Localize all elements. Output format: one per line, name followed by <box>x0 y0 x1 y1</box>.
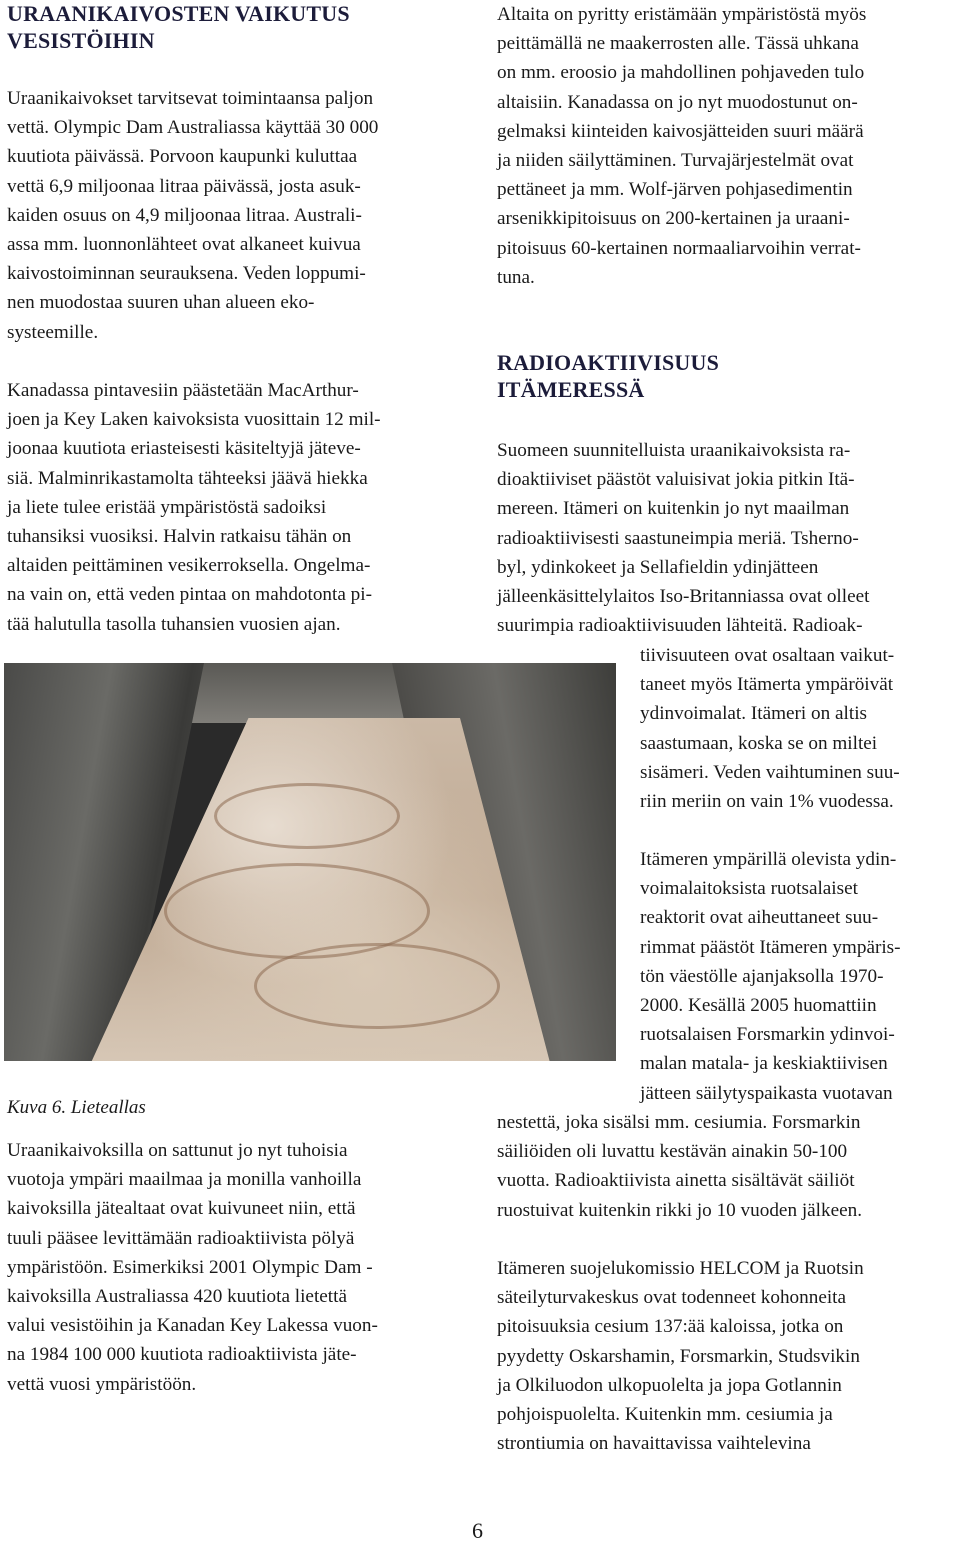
figure-caption: Kuva 6. Lieteallas <box>7 1097 146 1118</box>
text-line: säteilyturvakeskus ovat todenneet kohonneita <box>497 1287 847 1309</box>
text-line: sisämeri. Veden vaihtuminen suu- <box>640 761 900 783</box>
paragraph-baltic-sources-continued <box>640 641 957 816</box>
text-line: systeemille. <box>7 321 99 343</box>
paragraph-covering-basins <box>497 0 957 292</box>
text-line: gelmaksi kiinteiden kaivosjätteiden suuri määrä <box>497 120 864 142</box>
text-line: pohjoispuolelta. Kuitenkin mm. cesiumia ja <box>497 1404 833 1426</box>
text-line: jätteen säilytyspaikasta vuotavan <box>640 1082 893 1104</box>
paragraph-leaks <box>7 1136 469 1399</box>
text-line: ruostuivat kuitenkin rikki jo 10 vuoden jälkeen. <box>497 1199 863 1221</box>
paragraph-swedish-reactors <box>640 845 957 1108</box>
text-line: nestettä, joka sisälsi mm. cesiumia. Forsmarkin <box>497 1112 861 1133</box>
text-line: riin meriin on vain 1% vuodessa. <box>640 791 894 813</box>
text-line: ja liete tulee eristää ympäristöstä sadoiksi <box>7 496 327 518</box>
heading-line: ITÄMERESSÄ <box>497 377 645 402</box>
text-line: tää halutulla tasolla tuhansien vuosien ajan. <box>7 613 341 635</box>
text-line: säiliöiden oli luvattu kestävän ainakin 50-100 <box>497 1141 848 1163</box>
paragraph-helcom-findings <box>497 1254 957 1458</box>
text-line: Uraanikaivoksilla on sattunut jo nyt tuhoisia <box>7 1140 348 1161</box>
text-line: assa mm. luonnonlähteet ovat alkaneet kuivua <box>7 234 361 256</box>
text-line: tuhansiksi vuosiksi. Halvin ratkaisu tähän on <box>7 526 352 548</box>
text-line: vuotoja ympäri maailmaa ja monilla vanhoilla <box>7 1169 362 1191</box>
page-number: 6 <box>472 1518 483 1543</box>
text-line: ydinvoimalat. Itämeri on altis <box>640 703 867 725</box>
text-line: mereen. Itämeri on kuitenkin jo nyt maailman <box>497 498 850 520</box>
text-line: on mm. eroosio ja mahdollinen pohjaveden tulo <box>497 62 865 84</box>
text-line: voimalaitoksista ruotsalaiset <box>640 878 858 900</box>
text-line: Itämeren suojelukomissio HELCOM ja Ruotsin <box>497 1258 864 1279</box>
text-line: vettä 6,9 miljoonaa litraa päivässä, josta asuk- <box>7 175 361 197</box>
text-line: kaivoksilla jätealtaat ovat kuivuneet niin, että <box>7 1198 356 1220</box>
text-line: kaiden osuus on 4,9 miljoonaa litraa. Australi- <box>7 204 362 226</box>
text-line: ympäristöön. Esimerkiksi 2001 Olympic Dam - <box>7 1256 373 1278</box>
text-line: jälleenkäsittelylaitos Iso-Britanniassa ovat olleet <box>497 586 870 608</box>
text-line: reaktorit ovat aiheuttaneet suu- <box>640 907 879 929</box>
text-line: ja Olkiluodon ulkopuolelta ja jopa Gotlannin <box>497 1374 842 1396</box>
text-line: dioaktiiviset päästöt valuisivat jokia pitkin Itä- <box>497 469 855 491</box>
text-line: vettä. Olympic Dam Australiassa käyttää 30 000 <box>7 117 379 139</box>
text-line: Suomeen suunnitelluista uraanikaivoksista ra- <box>497 440 851 461</box>
text-line: pitoisuuksia cesium 137:ää kaloissa, jotka on <box>497 1316 844 1338</box>
text-line: Kanadassa pintavesiin päästetään MacArthur- <box>7 380 359 401</box>
text-line: tön väestölle ajanjaksolla 1970- <box>640 965 884 987</box>
paragraph-water-use <box>7 84 469 347</box>
text-line: peittämällä ne maakerrosten alle. Tässä uhkana <box>497 33 859 55</box>
text-line: joen ja Key Laken kaivoksista vuosittain 12 mil- <box>7 409 381 431</box>
text-line: ja niiden säilyttäminen. Turvajärjestelmät ovat <box>497 150 854 172</box>
text-line: tuuli pääsee levittämään radioaktiivista pölyä <box>7 1227 355 1249</box>
text-line: kaivoksilla Australiassa 420 kuutiota lietettä <box>7 1286 347 1308</box>
text-line: byl, ydinkokeet ja Sellafieldin ydinjätteen <box>497 556 819 578</box>
text-line: ruotsalaisen Forsmarkin ydinvoi- <box>640 1024 895 1046</box>
paragraph-baltic-sources <box>497 436 957 640</box>
text-line: saastumaan, koska se on miltei <box>640 732 878 754</box>
text-line: Uraanikaivokset tarvitsevat toimintaansa paljon <box>7 88 374 109</box>
text-line: siä. Malminrikastamolta tähteeksi jäävä hiekka <box>7 467 368 489</box>
text-line: tiivisuuteen ovat osaltaan vaikut- <box>640 645 895 666</box>
text-line: vettä vuosi ympäristöön. <box>7 1373 197 1395</box>
text-line: 2000. Kesällä 2005 huomattiin <box>640 995 877 1017</box>
text-line: joonaa kuutiota eriasteisesti käsiteltyjä jäteve- <box>7 438 361 460</box>
text-line: na vain on, että veden pintaa on mahdotonta pi- <box>7 584 372 606</box>
text-line: vuotta. Radioaktiivista ainetta sisältävät säiliöt <box>497 1170 855 1192</box>
heading-line: VESISTÖIHIN <box>7 28 155 53</box>
heading-line: RADIOAKTIIVISUUS <box>497 350 720 375</box>
text-line: strontiumia on havaittavissa vaihtelevina <box>497 1433 811 1455</box>
text-line: rimmat päästöt Itämeren ympäris- <box>640 936 901 958</box>
photo-swirl <box>254 943 500 1029</box>
paragraph-forsmark-leak <box>497 1108 957 1225</box>
paragraph-canada-wastewater <box>7 376 469 639</box>
text-line: na 1984 100 000 kuutiota radioaktiivista jäte- <box>7 1344 357 1366</box>
text-line: malan matala- ja keskiaktiivisen <box>640 1053 888 1075</box>
text-line: Altaita on pyritty eristämään ympäristöstä myös <box>497 4 867 25</box>
text-line: pyydetty Oskarshamin, Forsmarkin, Studsvikin <box>497 1345 860 1367</box>
text-line: tuna. <box>497 266 535 288</box>
text-line: kuutiota päivässä. Porvoon kaupunki kuluttaa <box>7 146 358 168</box>
section-heading-uranium-waters <box>7 0 477 54</box>
text-line: Itämeren ympärillä olevista ydin- <box>640 849 897 870</box>
text-line: nen muodostaa suuren uhan alueen eko- <box>7 292 315 314</box>
text-line: valui vesistöihin ja Kanadan Key Lakessa vuon- <box>7 1315 378 1337</box>
text-line: arsenikkipitoisuus on 200-kertainen ja uraani- <box>497 208 850 230</box>
text-line: pitoisuus 60-kertainen normaaliarvoihin verrat- <box>497 237 861 259</box>
tailings-basin-photo <box>4 663 616 1061</box>
heading-line: URAANIKAIVOSTEN VAIKUTUS <box>7 1 350 26</box>
text-line: pettäneet ja mm. Wolf-järven pohjasedimentin <box>497 179 853 201</box>
text-line: kaivostoiminnan seurauksena. Veden loppumi- <box>7 263 366 285</box>
text-line: taneet myös Itämerta ympäröivät <box>640 674 894 696</box>
text-line: suurimpia radioaktiivisuuden lähteitä. Radioak- <box>497 615 863 637</box>
text-line: altaiden peittäminen vesikerroksella. Ongelma- <box>7 555 371 577</box>
text-line: altaisiin. Kanadassa on jo nyt muodostunut on- <box>497 91 858 113</box>
section-heading-baltic-radioactivity <box>497 349 957 403</box>
photo-swirl <box>214 783 400 849</box>
text-line: radioaktiivisesti saastuneimpia meriä. Tsherno- <box>497 527 859 549</box>
